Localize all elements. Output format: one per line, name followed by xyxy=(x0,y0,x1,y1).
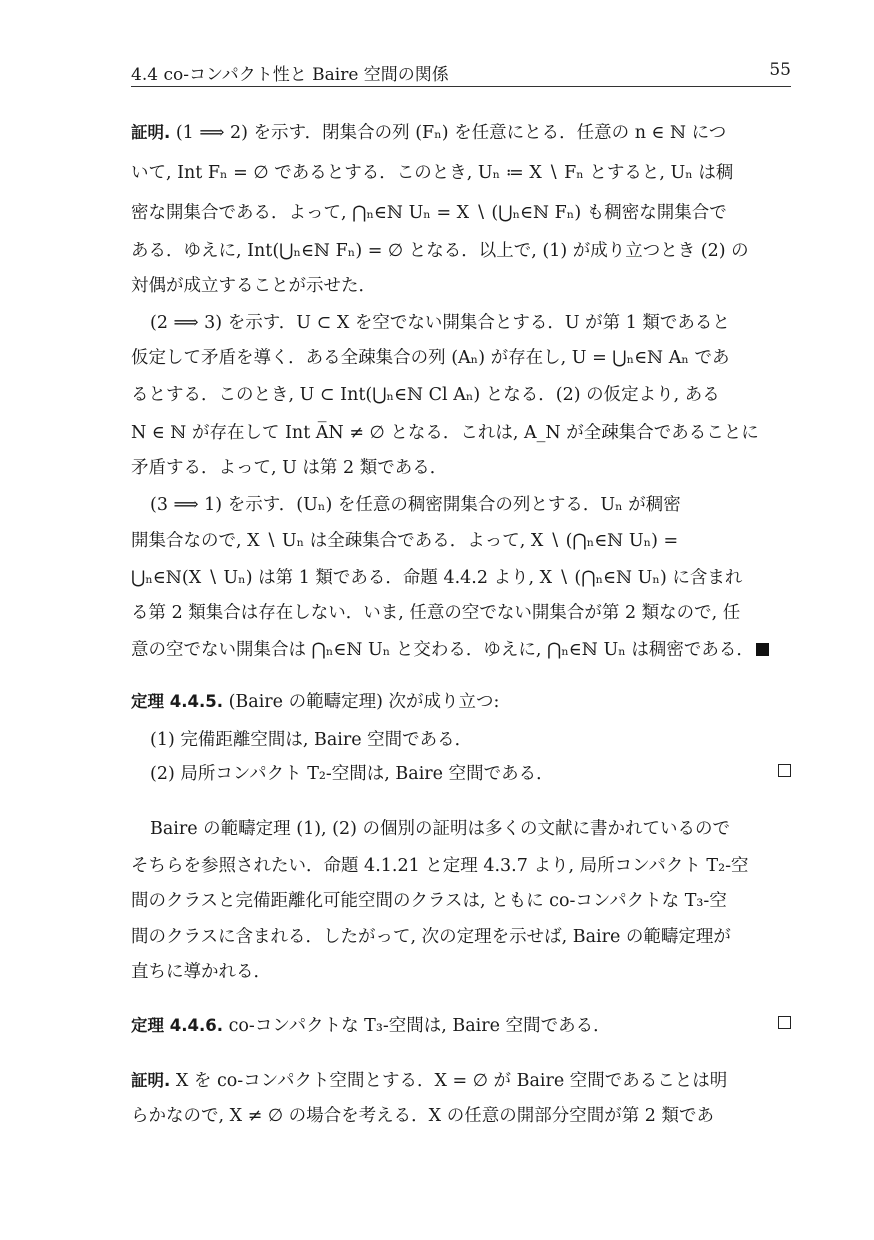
running-header xyxy=(131,58,791,87)
proof-line: るとする．このとき, U ⊂ Int(⋃ₙ∈ℕ Cl Aₙ) となる．(2) の仮定より, ある xyxy=(131,385,720,405)
proof-text: X を co-コンパクト空間とする．X = ∅ が Baire 空間であることは明 xyxy=(175,1071,728,1091)
theorem-item: (1) 完備距離空間は, Baire 空間である． xyxy=(150,730,473,750)
qed-solid-square-icon xyxy=(756,643,769,656)
paragraph-line: そちらを参照されたい．命題 4.1.21 と定理 4.3.7 より, 局所コンパクト T₂-空 xyxy=(131,856,749,876)
paragraph-line: 直ちに導かれる． xyxy=(131,962,271,982)
proof-label: 証明. xyxy=(131,123,171,142)
proof-line: いて, Int Fₙ = ∅ であるとする．このとき, Uₙ ≔ X ∖ Fₙ とすると, Uₙ は稠 xyxy=(131,163,734,183)
proof-line: N ∈ ℕ が存在して Int A̅N ≠ ∅ となる．これは, A_N が全疎集合であることに xyxy=(131,423,759,443)
theorem-intro: (Baire の範疇定理) 次が成り立つ: xyxy=(228,692,500,712)
theorem-item-text: (2) 局所コンパクト T₂-空間は, Baire 空間である． xyxy=(150,764,554,784)
proof-line: らかなので, X ≠ ∅ の場合を考える．X の任意の開部分空間が第 2 類であ xyxy=(131,1106,714,1126)
page-number: 55 xyxy=(769,60,791,80)
proof-line: (2 ⟹ 3) を示す．U ⊂ X を空でない開集合とする．U が第 1 類であると xyxy=(150,313,730,333)
theorem-4-4-5 xyxy=(131,690,791,714)
proof-line: 密な開集合である．よって, ⋂ₙ∈ℕ Uₙ = X ∖ (⋃ₙ∈ℕ Fₙ) も稠密な開集合で xyxy=(131,203,727,223)
proof-label: 証明. xyxy=(131,1071,171,1090)
proof-line: る第 2 類集合は存在しない．いま, 任意の空でない開集合が第 2 類なので, 任 xyxy=(131,603,741,623)
paragraph-line: 間のクラスと完備距離化可能空間のクラスは, ともに co-コンパクトな T₃-空 xyxy=(131,891,727,911)
proof-text: (1 ⟹ 2) を示す．閉集合の列 (Fₙ) を任意にとる．任意の n ∈ ℕ につ xyxy=(175,123,727,143)
proof-line: (3 ⟹ 1) を示す．(Uₙ) を任意の稠密開集合の列とする．Uₙ が稠密 xyxy=(150,495,681,515)
theorem-label: 定理 4.4.5. xyxy=(131,692,223,711)
proof-line xyxy=(131,1069,791,1093)
proof-text: 意の空でない開集合は ⋂ₙ∈ℕ Uₙ と交わる．ゆえに, ⋂ₙ∈ℕ Uₙ は稠密である． xyxy=(131,640,754,660)
proof-line: 対偶が成立することが示せた． xyxy=(131,276,376,296)
proof-line: 開集合なので, X ∖ Uₙ は全疎集合である．よって, X ∖ (⋂ₙ∈ℕ Uₙ) = xyxy=(131,531,679,551)
end-of-statement-square-icon xyxy=(778,764,791,777)
theorem-text: co-コンパクトな T₃-空間は, Baire 空間である． xyxy=(228,1016,611,1036)
section-title: 4.4 co-コンパクト性と Baire 空間の関係 xyxy=(131,65,449,85)
end-of-statement-square-icon xyxy=(778,1016,791,1029)
proof-line xyxy=(131,121,791,145)
theorem-label: 定理 4.4.6. xyxy=(131,1016,223,1035)
paragraph-line: Baire の範疇定理 (1), (2) の個別の証明は多くの文献に書かれているので xyxy=(150,819,731,839)
paragraph-line: 間のクラスに含まれる．したがって, 次の定理を示せば, Baire の範疇定理が xyxy=(131,927,731,947)
proof-line: ⋃ₙ∈ℕ(X ∖ Uₙ) は第 1 類である．命題 4.4.2 より, X ∖ (⋂ₙ∈ℕ Uₙ) に含まれ xyxy=(131,568,743,588)
theorem-4-4-6 xyxy=(131,1014,791,1038)
proof-line-last xyxy=(131,638,791,662)
proof-line: 矛盾する．よって, U は第 2 類である． xyxy=(131,458,448,478)
theorem-item xyxy=(150,762,791,786)
proof-line: 仮定して矛盾を導く．ある全疎集合の列 (Aₙ) が存在し, U = ⋃ₙ∈ℕ Aₙ であ xyxy=(131,348,730,368)
proof-line: ある．ゆえに, Int(⋃ₙ∈ℕ Fₙ) = ∅ となる．以上で, (1) が成り立つとき (2) の xyxy=(131,241,749,261)
